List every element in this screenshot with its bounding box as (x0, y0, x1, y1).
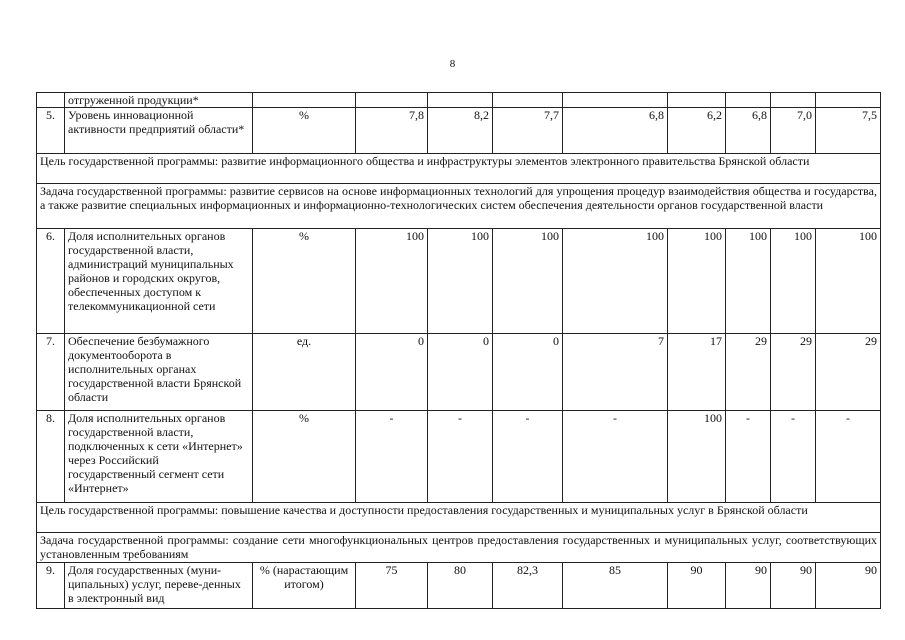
value-cell: 17 (668, 334, 726, 411)
value-cell: - (493, 411, 563, 503)
row-number: 7. (37, 334, 65, 411)
unit-cell: ед. (253, 334, 356, 411)
value-cell: 100 (726, 229, 771, 334)
unit-cell: % (нарастающим итогом) (253, 563, 356, 609)
value-cell: 90 (668, 563, 726, 609)
value-cell: 7,0 (771, 108, 816, 154)
indicator-name: Доля исполнительных органов государственной власти, подключенных к сети «Интернет» через Российский государственный сегмент сети «Интернет» (65, 411, 253, 503)
program-goal: Цель государственной программы: развитие информационного общества и инфраструктуры элементов электронного правительства Брянской области (37, 154, 881, 184)
indicator-name: Обеспечение безбумажного документооборота в исполнительных органах государственной власти Брянской области (65, 334, 253, 411)
value-cell: 100 (356, 229, 428, 334)
value-cell: - (816, 411, 881, 503)
indicator-name: Доля исполнительных органов государственной власти, администраций муниципальных районов и городских округов, обеспеченных доступом к телекоммуникационной сети (65, 229, 253, 334)
table-row (37, 229, 881, 334)
indicator-name: Доля государственных (муни-ципальных) услуг, переве-денных в электронный вид (65, 563, 253, 609)
value-cell: 29 (771, 334, 816, 411)
value-cell: 100 (816, 229, 881, 334)
value-cell: - (771, 411, 816, 503)
value-cell: 80 (428, 563, 493, 609)
value-cell: - (356, 411, 428, 503)
table-row (37, 334, 881, 411)
value-cell: 6,8 (563, 108, 668, 154)
value-cell: 90 (816, 563, 881, 609)
value-cell: 90 (771, 563, 816, 609)
value-cell: 100 (668, 229, 726, 334)
row-number: 9. (37, 563, 65, 609)
table-row (37, 184, 881, 229)
page-number: 8 (449, 58, 456, 70)
value-cell: 85 (563, 563, 668, 609)
value-cell: 100 (668, 411, 726, 503)
value-cell: 8,2 (428, 108, 493, 154)
value-cell: 90 (726, 563, 771, 609)
value-cell: 6,8 (726, 108, 771, 154)
value-cell: 100 (428, 229, 493, 334)
program-task: Задача государственной программы: создание сети многофункциональных центров предоставления государственных и муниципальных услуг, соответствующих установленным требованиям (37, 533, 881, 563)
table-row (37, 563, 881, 609)
indicators-table (36, 92, 881, 609)
program-goal: Цель государственной программы: повышение качества и доступности предоставления государственных и муниципальных услуг в Брянской области (37, 503, 881, 533)
value-cell: 7,5 (816, 108, 881, 154)
value-cell: 100 (493, 229, 563, 334)
indicator-name: Уровень инновационной активности предприятий области* (65, 108, 253, 154)
value-cell: 0 (428, 334, 493, 411)
indicator-name: отгруженной продукции* (65, 93, 253, 108)
value-cell: 82,3 (493, 563, 563, 609)
value-cell: 75 (356, 563, 428, 609)
unit-cell: % (253, 229, 356, 334)
value-cell: 100 (771, 229, 816, 334)
row-number: 5. (37, 108, 65, 154)
table-row (37, 154, 881, 184)
row-number: 6. (37, 229, 65, 334)
value-cell: 7 (563, 334, 668, 411)
value-cell: 29 (726, 334, 771, 411)
value-cell: 7,8 (356, 108, 428, 154)
value-cell: - (428, 411, 493, 503)
value-cell: 0 (493, 334, 563, 411)
table-row (37, 503, 881, 533)
value-cell: 6,2 (668, 108, 726, 154)
table-row (37, 93, 881, 108)
value-cell: 29 (816, 334, 881, 411)
row-number: 8. (37, 411, 65, 503)
table-row (37, 533, 881, 563)
value-cell: - (563, 411, 668, 503)
value-cell: 0 (356, 334, 428, 411)
program-task: Задача государственной программы: развитие сервисов на основе информационных технологий для упрощения процедур взаимодействия общества и государства, а также развитие специальных информационных и информационно-технологических систем обеспечения деятельности органов государственной власти (37, 184, 881, 229)
table-row (37, 411, 881, 503)
unit-cell: % (253, 411, 356, 503)
value-cell: - (726, 411, 771, 503)
value-cell: 7,7 (493, 108, 563, 154)
unit-cell: % (253, 108, 356, 154)
value-cell: 100 (563, 229, 668, 334)
table-row (37, 108, 881, 154)
